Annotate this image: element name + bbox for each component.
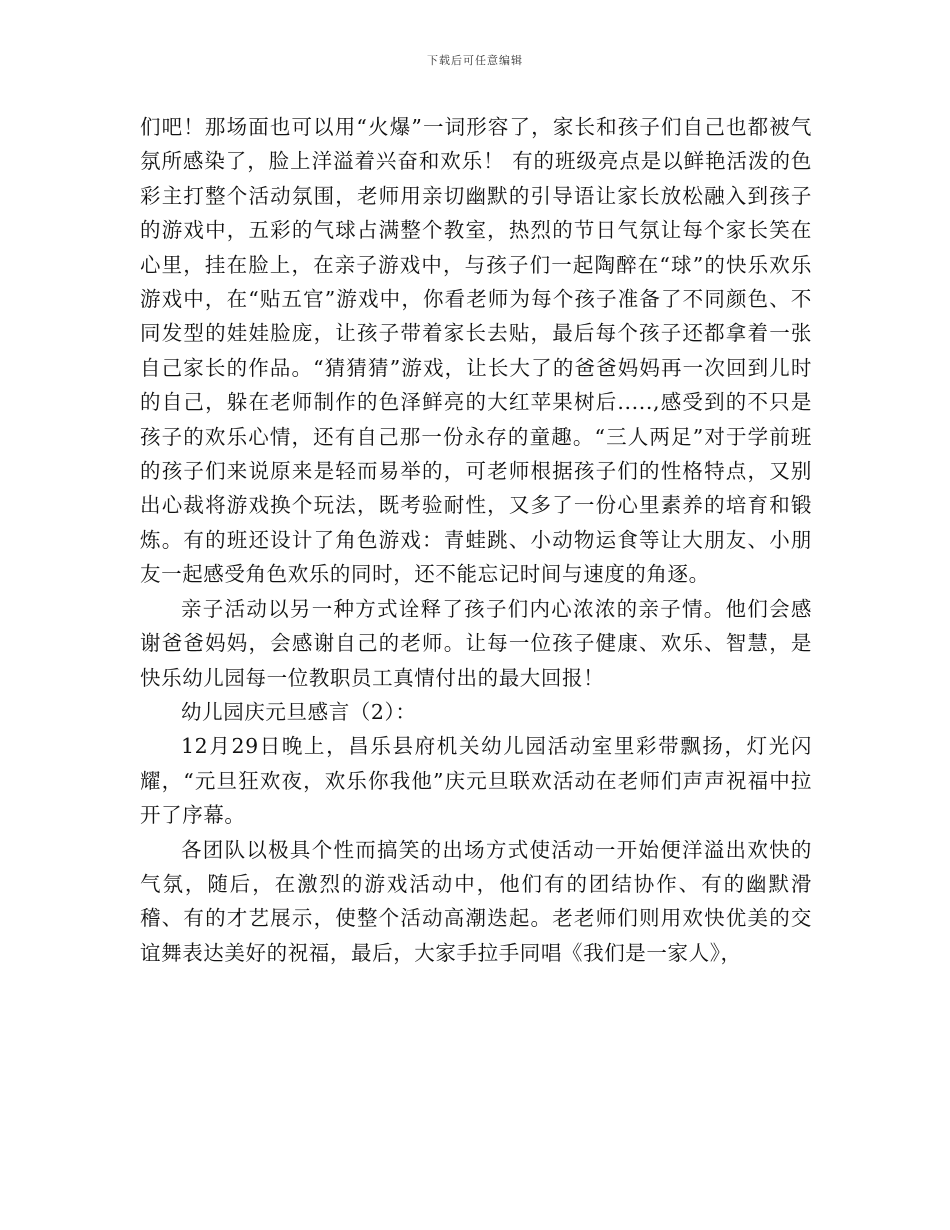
document-body [140, 110, 812, 970]
paragraph-parent-child-activity: 亲子活动以另一种方式诠释了孩子们内心浓浓的亲子情。他们会感谢爸爸妈妈，会感谢自己的老师。让每一位孩子健康、欢乐、智慧，是快乐幼儿园每一位教职员工真情付出的最大回报！ [140, 596, 812, 690]
paragraph-continuation: 们吧！那场面也可以用“火爆”一词形容了，家长和孩子们自己也都被气氛所感染了，脸上洋溢着兴奋和欢乐！ 有的班级亮点是以鲜艳活泼的色彩主打整个活动氛围，老师用亲切幽默的引导语让家长放松融入到孩子的游戏中，五彩的气球占满整个教室，热烈的节日气氛让每个家长笑在心里，挂在脸上，在亲子游戏中，与孩子们一起陶醉在“球”的快乐欢乐游戏中，在“贴五官”游戏中，你看老师为每个孩子准备了不同颜色、不同发型的娃娃脸庞，让孩子带着家长去贴，最后每个孩子还都拿着一张自己家长的作品。“猜猜猜”游戏，让长大了的爸爸妈妈再一次回到儿时的自己，躲在老师制作的色泽鲜亮的大红苹果树后.....,感受到的不只是孩子的欢乐心情，还有自己那一份永存的童趣。“三人两足”对于学前班的孩子们来说原来是轻而易举的，可老师根据孩子们的性格特点，又别出心裁将游戏换个玩法，既考验耐性，又多了一份心里素养的培育和锻炼。有的班还设计了角色游戏：青蛙跳、小动物运食等让大朋友、小朋友一起感受角色欢乐的同时，还不能忘记时间与速度的角逐。 [140, 115, 812, 587]
paragraph-team-performances: 各团队以极具个性而搞笑的出场方式使活动一开始便洋溢出欢快的气氛，随后，在激烈的游戏活动中，他们有的团结协作、有的幽默滑稽、有的才艺展示，使整个活动高潮迭起。老老师们则用欢快优美的交谊舞表达美好的祝福，最后，大家手拉手同唱《我们是一家人》， [140, 837, 812, 965]
paragraph-new-year-party: 12月29日晚上，昌乐县府机关幼儿园活动室里彩带飘扬，灯光闪耀，“元旦狂欢夜，欢乐你我他”庆元旦联欢活动在老师们声声祝福中拉开了序幕。 [140, 734, 812, 828]
page-header: 下载后可任意编辑 [427, 54, 523, 67]
section-heading: 幼儿园庆元旦感言（2）： [181, 699, 417, 724]
